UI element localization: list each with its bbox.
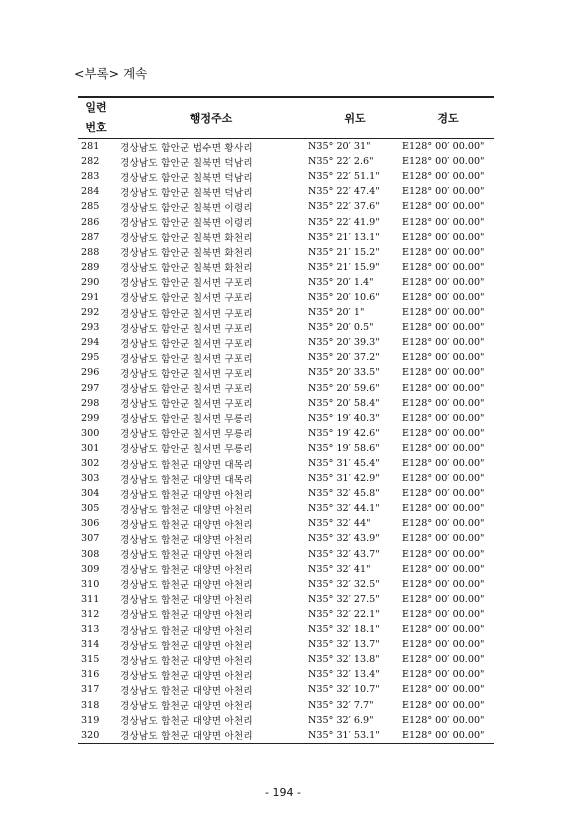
- table-row: [78, 305, 494, 320]
- row-latitude-cell: N35° 32′ 13.7": [308, 639, 380, 651]
- row-latitude-cell: N35° 32′ 27.5": [308, 593, 380, 605]
- row-serial-cell: 282: [81, 156, 100, 168]
- table-row: [78, 562, 494, 577]
- table-row: [78, 682, 494, 697]
- row-latitude-cell: N35° 22′ 37.6": [308, 201, 380, 213]
- row-latitude-cell: N35° 20′ 31": [308, 141, 371, 153]
- table-row: [78, 154, 494, 169]
- row-longitude-cell: E128° 00′ 00.00": [402, 246, 485, 258]
- row-longitude-cell: E128° 00′ 00.00": [402, 427, 485, 439]
- row-latitude-cell: N35° 20′ 59.6": [308, 382, 380, 394]
- row-longitude-cell: E128° 00′ 00.00": [402, 382, 485, 394]
- row-serial-cell: 319: [81, 714, 100, 726]
- row-serial-cell: 294: [81, 337, 100, 349]
- table-row: [78, 260, 494, 275]
- row-serial-cell: 290: [81, 276, 100, 288]
- table-row: [78, 335, 494, 350]
- row-address-cell: 경상남도 함안군 칠서면 구포리: [120, 353, 253, 365]
- row-serial-cell: 299: [81, 412, 100, 424]
- table-row: [78, 622, 494, 637]
- row-serial-cell: 304: [81, 488, 100, 500]
- row-longitude-cell: E128° 00′ 00.00": [402, 548, 485, 560]
- row-address-cell: 경상남도 합천군 대양면 아천리: [120, 610, 253, 622]
- row-latitude-cell: N35° 32′ 10.7": [308, 684, 380, 696]
- row-serial-cell: 289: [81, 261, 100, 273]
- row-latitude-cell: N35° 21′ 15.9": [308, 261, 380, 273]
- table-row: [78, 230, 494, 245]
- row-longitude-cell: E128° 00′ 00.00": [402, 654, 485, 666]
- table-row: [78, 652, 494, 667]
- row-address-cell: 경상남도 함안군 칠북면 이령리: [120, 218, 253, 230]
- row-address-cell: 경상남도 함안군 칠서면 구포리: [120, 338, 253, 350]
- row-address-cell: 경상남도 합천군 대양면 아천리: [120, 504, 253, 516]
- table-row: [78, 713, 494, 728]
- table-row: [78, 486, 494, 501]
- row-longitude-cell: E128° 00′ 00.00": [402, 171, 485, 183]
- row-longitude-cell: E128° 00′ 00.00": [402, 397, 485, 409]
- row-address-cell: 경상남도 합천군 대양면 아천리: [120, 670, 253, 682]
- header-serial-line1: 일련: [85, 101, 107, 114]
- table-row: [78, 199, 494, 214]
- row-serial-cell: 286: [81, 216, 100, 228]
- row-longitude-cell: E128° 00′ 00.00": [402, 276, 485, 288]
- row-address-cell: 경상남도 함안군 칠서면 구포리: [120, 399, 253, 411]
- row-address-cell: 경상남도 합천군 대양면 대목리: [120, 474, 253, 486]
- row-latitude-cell: N35° 32′ 18.1": [308, 624, 380, 636]
- row-latitude-cell: N35° 20′ 1.4": [308, 276, 374, 288]
- row-longitude-cell: E128° 00′ 00.00": [402, 442, 485, 454]
- row-address-cell: 경상남도 합천군 대양면 아천리: [120, 701, 253, 713]
- row-address-cell: 경상남도 합천군 대양면 아천리: [120, 640, 253, 652]
- row-address-cell: 경상남도 함안군 칠북면 화천리: [120, 248, 253, 260]
- row-serial-cell: 309: [81, 563, 100, 575]
- table-row: [78, 411, 494, 426]
- row-serial-cell: 285: [81, 201, 100, 213]
- table-row: [78, 637, 494, 652]
- row-longitude-cell: E128° 00′ 00.00": [402, 186, 485, 198]
- row-serial-cell: 297: [81, 382, 100, 394]
- table-row: [78, 547, 494, 562]
- table-row: [78, 214, 494, 229]
- row-latitude-cell: N35° 32′ 22.1": [308, 608, 380, 620]
- page-number: - 194 -: [265, 786, 301, 799]
- table-row: [78, 592, 494, 607]
- row-latitude-cell: N35° 20′ 37.2": [308, 352, 380, 364]
- table-row: [78, 245, 494, 260]
- row-serial-cell: 312: [81, 608, 100, 620]
- table-row: [78, 516, 494, 531]
- row-latitude-cell: N35° 19′ 42.6": [308, 427, 380, 439]
- row-address-cell: 경상남도 합천군 대양면 아천리: [120, 625, 253, 637]
- row-address-cell: 경상남도 합천군 대양면 아천리: [120, 685, 253, 697]
- row-address-cell: 경상남도 함안군 칠서면 구포리: [120, 278, 253, 290]
- row-longitude-cell: E128° 00′ 00.00": [402, 518, 485, 530]
- table-row: [78, 667, 494, 682]
- row-serial-cell: 298: [81, 397, 100, 409]
- row-longitude-cell: E128° 00′ 00.00": [402, 533, 485, 545]
- row-longitude-cell: E128° 00′ 00.00": [402, 684, 485, 696]
- row-latitude-cell: N35° 32′ 43.9": [308, 533, 380, 545]
- row-serial-cell: 281: [81, 141, 100, 153]
- table-row: [78, 184, 494, 199]
- row-latitude-cell: N35° 22′ 51.1": [308, 171, 380, 183]
- row-serial-cell: 320: [81, 729, 100, 741]
- row-address-cell: 경상남도 함안군 칠북면 화천리: [120, 233, 253, 245]
- table-row: [78, 381, 494, 396]
- row-address-cell: 경상남도 합천군 대양면 대목리: [120, 459, 253, 471]
- row-longitude-cell: E128° 00′ 00.00": [402, 473, 485, 485]
- table-row: [78, 275, 494, 290]
- row-address-cell: 경상남도 함안군 칠서면 구포리: [120, 308, 253, 320]
- row-serial-cell: 303: [81, 473, 100, 485]
- row-serial-cell: 287: [81, 231, 100, 243]
- row-latitude-cell: N35° 32′ 6.9": [308, 714, 374, 726]
- table-header: [78, 97, 494, 139]
- row-address-cell: 경상남도 합천군 대양면 아천리: [120, 731, 253, 743]
- row-serial-cell: 302: [81, 458, 100, 470]
- row-serial-cell: 314: [81, 639, 100, 651]
- row-latitude-cell: N35° 31′ 42.9": [308, 473, 380, 485]
- table-row: [78, 350, 494, 365]
- row-longitude-cell: E128° 00′ 00.00": [402, 141, 485, 153]
- header-address: 행정주소: [189, 112, 233, 125]
- section-heading: <부록> 계속: [74, 66, 148, 81]
- row-serial-cell: 308: [81, 548, 100, 560]
- row-latitude-cell: N35° 31′ 53.1": [308, 729, 380, 741]
- table-row: [78, 169, 494, 184]
- row-serial-cell: 307: [81, 533, 100, 545]
- row-address-cell: 경상남도 합천군 대양면 아천리: [120, 595, 253, 607]
- table-row: [78, 728, 494, 744]
- row-latitude-cell: N35° 22′ 47.4": [308, 186, 380, 198]
- row-latitude-cell: N35° 32′ 43.7": [308, 548, 380, 560]
- row-longitude-cell: E128° 00′ 00.00": [402, 231, 485, 243]
- table-row: [78, 365, 494, 380]
- row-longitude-cell: E128° 00′ 00.00": [402, 201, 485, 213]
- row-address-cell: 경상남도 함안군 칠서면 구포리: [120, 293, 253, 305]
- coordinates-table: [78, 96, 494, 744]
- row-longitude-cell: E128° 00′ 00.00": [402, 488, 485, 500]
- row-serial-cell: 311: [81, 593, 100, 605]
- row-longitude-cell: E128° 00′ 00.00": [402, 352, 485, 364]
- row-serial-cell: 291: [81, 291, 100, 303]
- row-address-cell: 경상남도 합천군 대양면 아천리: [120, 519, 253, 531]
- table-row: [78, 577, 494, 592]
- row-longitude-cell: E128° 00′ 00.00": [402, 261, 485, 273]
- row-longitude-cell: E128° 00′ 00.00": [402, 216, 485, 228]
- row-address-cell: 경상남도 합천군 대양면 아천리: [120, 580, 253, 592]
- row-serial-cell: 301: [81, 442, 100, 454]
- row-latitude-cell: N35° 21′ 15.2": [308, 246, 380, 258]
- row-address-cell: 경상남도 합천군 대양면 아천리: [120, 565, 253, 577]
- row-longitude-cell: E128° 00′ 00.00": [402, 699, 485, 711]
- row-latitude-cell: N35° 32′ 7.7": [308, 699, 374, 711]
- row-longitude-cell: E128° 00′ 00.00": [402, 458, 485, 470]
- row-serial-cell: 310: [81, 578, 100, 590]
- header-latitude: 위도: [344, 112, 366, 125]
- table-row: [78, 426, 494, 441]
- row-latitude-cell: N35° 21′ 13.1": [308, 231, 380, 243]
- row-longitude-cell: E128° 00′ 00.00": [402, 563, 485, 575]
- row-longitude-cell: E128° 00′ 00.00": [402, 337, 485, 349]
- table-row: [78, 320, 494, 335]
- row-latitude-cell: N35° 32′ 13.8": [308, 654, 380, 666]
- table-row: [78, 441, 494, 456]
- row-serial-cell: 283: [81, 171, 100, 183]
- row-latitude-cell: N35° 31′ 45.4": [308, 458, 380, 470]
- row-longitude-cell: E128° 00′ 00.00": [402, 624, 485, 636]
- table-row: [78, 139, 494, 155]
- row-latitude-cell: N35° 19′ 40.3": [308, 412, 380, 424]
- row-serial-cell: 318: [81, 699, 100, 711]
- row-serial-cell: 316: [81, 669, 100, 681]
- row-latitude-cell: N35° 20′ 33.5": [308, 367, 380, 379]
- row-serial-cell: 317: [81, 684, 100, 696]
- table-row: [78, 456, 494, 471]
- row-longitude-cell: E128° 00′ 00.00": [402, 156, 485, 168]
- row-address-cell: 경상남도 함안군 칠서면 구포리: [120, 323, 253, 335]
- row-serial-cell: 315: [81, 654, 100, 666]
- row-address-cell: 경상남도 함안군 칠서면 구포리: [120, 384, 253, 396]
- table-row: [78, 501, 494, 516]
- row-serial-cell: 313: [81, 624, 100, 636]
- row-address-cell: 경상남도 함안군 법수면 황사리: [120, 142, 253, 154]
- row-address-cell: 경상남도 합천군 대양면 아천리: [120, 489, 253, 501]
- row-longitude-cell: E128° 00′ 00.00": [402, 729, 485, 741]
- header-serial-number: [78, 97, 114, 139]
- row-latitude-cell: N35° 20′ 1": [308, 307, 365, 319]
- row-latitude-cell: N35° 32′ 13.4": [308, 669, 380, 681]
- row-latitude-cell: N35° 19′ 58.6": [308, 442, 380, 454]
- row-serial-cell: 305: [81, 503, 100, 515]
- row-latitude-cell: N35° 20′ 39.3": [308, 337, 380, 349]
- row-longitude-cell: E128° 00′ 00.00": [402, 307, 485, 319]
- row-longitude-cell: E128° 00′ 00.00": [402, 714, 485, 726]
- row-longitude-cell: E128° 00′ 00.00": [402, 669, 485, 681]
- table-row: [78, 396, 494, 411]
- row-latitude-cell: N35° 22′ 2.6": [308, 156, 374, 168]
- row-latitude-cell: N35° 32′ 44.1": [308, 503, 380, 515]
- table-row: [78, 531, 494, 546]
- row-longitude-cell: E128° 00′ 00.00": [402, 639, 485, 651]
- row-serial-cell: 284: [81, 186, 100, 198]
- row-address-cell: 경상남도 합천군 대양면 아천리: [120, 655, 253, 667]
- row-latitude-cell: N35° 20′ 10.6": [308, 291, 380, 303]
- row-latitude-cell: N35° 22′ 41.9": [308, 216, 380, 228]
- table-row: [78, 471, 494, 486]
- row-serial-cell: 292: [81, 307, 100, 319]
- row-longitude-cell: E128° 00′ 00.00": [402, 503, 485, 515]
- row-latitude-cell: N35° 32′ 45.8": [308, 488, 380, 500]
- row-address-cell: 경상남도 함안군 칠서면 무릉리: [120, 444, 253, 456]
- row-address-cell: 경상남도 함안군 칠북면 덕남리: [120, 157, 253, 169]
- row-serial-cell: 293: [81, 322, 100, 334]
- row-address-cell: 경상남도 합천군 대양면 아천리: [120, 716, 253, 728]
- row-longitude-cell: E128° 00′ 00.00": [402, 608, 485, 620]
- row-address-cell: 경상남도 함안군 칠북면 덕남리: [120, 172, 253, 184]
- table-body: [78, 139, 494, 744]
- row-address-cell: 경상남도 함안군 칠북면 이령리: [120, 202, 253, 214]
- row-longitude-cell: E128° 00′ 00.00": [402, 593, 485, 605]
- row-address-cell: 경상남도 함안군 칠서면 무릉리: [120, 414, 253, 426]
- row-serial-cell: 306: [81, 518, 100, 530]
- row-serial-cell: 295: [81, 352, 100, 364]
- header-serial-line2: 번호: [85, 121, 107, 134]
- table-row: [78, 607, 494, 622]
- row-longitude-cell: E128° 00′ 00.00": [402, 578, 485, 590]
- row-address-cell: 경상남도 함안군 칠서면 구포리: [120, 368, 253, 380]
- row-longitude-cell: E128° 00′ 00.00": [402, 367, 485, 379]
- row-latitude-cell: N35° 32′ 32.5": [308, 578, 380, 590]
- row-address-cell: 경상남도 합천군 대양면 아천리: [120, 534, 253, 546]
- row-longitude-cell: E128° 00′ 00.00": [402, 291, 485, 303]
- header-longitude: 경도: [437, 112, 459, 125]
- row-latitude-cell: N35° 32′ 44": [308, 518, 371, 530]
- row-serial-cell: 300: [81, 427, 100, 439]
- row-latitude-cell: N35° 32′ 41": [308, 563, 371, 575]
- row-longitude-cell: E128° 00′ 00.00": [402, 412, 485, 424]
- row-serial-cell: 288: [81, 246, 100, 258]
- table-row: [78, 290, 494, 305]
- row-address-cell: 경상남도 함안군 칠서면 무릉리: [120, 429, 253, 441]
- row-address-cell: 경상남도 함안군 칠북면 덕남리: [120, 187, 253, 199]
- row-address-cell: 경상남도 함안군 칠북면 화천리: [120, 263, 253, 275]
- row-address-cell: 경상남도 합천군 대양면 아천리: [120, 550, 253, 562]
- row-latitude-cell: N35° 20′ 58.4": [308, 397, 380, 409]
- row-serial-cell: 296: [81, 367, 100, 379]
- row-latitude-cell: N35° 20′ 0.5": [308, 322, 374, 334]
- row-longitude-cell: E128° 00′ 00.00": [402, 322, 485, 334]
- table-row: [78, 697, 494, 712]
